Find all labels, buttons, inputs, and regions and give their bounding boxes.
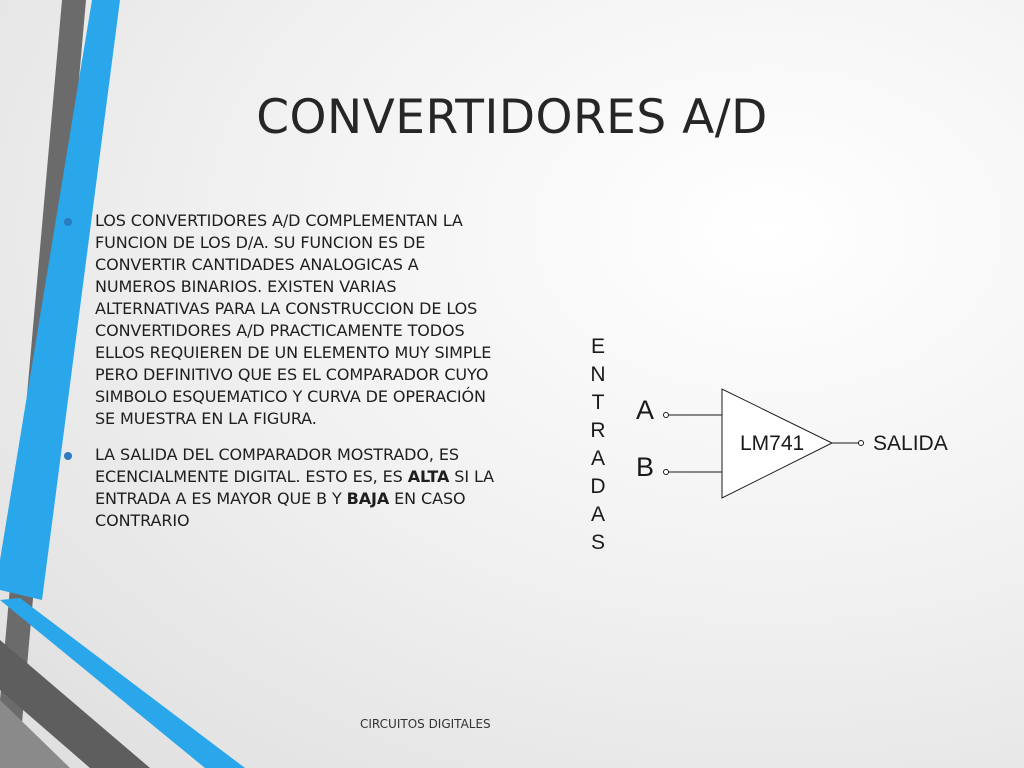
entradas-letter: T (591, 391, 605, 414)
input-b-terminal (664, 470, 669, 475)
input-a-terminal (664, 413, 669, 418)
input-b-label: B (636, 452, 655, 482)
bullet-text-2-part3: EN CASO CONTRARIO (95, 489, 466, 530)
bullet-text-2-part1: LA SALIDA DEL COMPARADOR MOSTRADO, ES ECENCIALMENTE DIGITAL. ESTO ES, ES (95, 445, 459, 486)
entradas-letter: R (590, 419, 606, 442)
bullet-bold-baja: BAJA (346, 489, 390, 508)
bullet-dot-icon (64, 218, 72, 226)
bullet-text-2-part2: SI LA ENTRADA A ES MAYOR QUE B Y (95, 467, 494, 508)
comparator-diagram (570, 325, 990, 565)
entradas-letter: A (590, 447, 605, 470)
entradas-letter: D (590, 475, 606, 498)
slide-footer: CIRCUITOS DIGITALES (360, 717, 491, 731)
bullet-bold-alta: ALTA (407, 467, 450, 486)
entradas-letter: E (590, 335, 605, 358)
entradas-letter: N (590, 363, 606, 386)
input-a-label: A (636, 395, 655, 425)
bullet-item-2 (62, 444, 502, 532)
bullet-list (62, 210, 502, 546)
bullet-item-1 (62, 210, 502, 430)
output-label: SALIDA (873, 432, 948, 455)
entradas-letter: S (590, 531, 605, 554)
bullet-text-1: LOS CONVERTIDORES A/D COMPLEMENTAN LA FUNCION DE LOS D/A. SU FUNCION ES DE CONVERTIR CANTIDADES ANALOGICAS A NUMEROS BINARIOS. EXISTEN VARIAS ALTERNATIVAS PARA LA CONSTRUCCION DE LOS CONVERTIDORES A/D PRACTICAMENTE TODOS ELLOS REQUIEREN DE UN ELEMENTO MUY SIMPLE PERO DEFINITIVO QUE ES EL COMPARADOR CUYO SIMBOLO ESQUEMATICO Y CURVA DE OPERACIÓN SE MUESTRA EN LA FIGURA. (95, 211, 492, 428)
entradas-vertical-label (588, 333, 608, 557)
output-terminal (859, 441, 864, 446)
entradas-letter: A (590, 503, 605, 526)
bullet-dot-icon (64, 452, 72, 460)
slide-title: CONVERTIDORES A/D (256, 90, 768, 145)
chip-label: LM741 (740, 432, 805, 455)
